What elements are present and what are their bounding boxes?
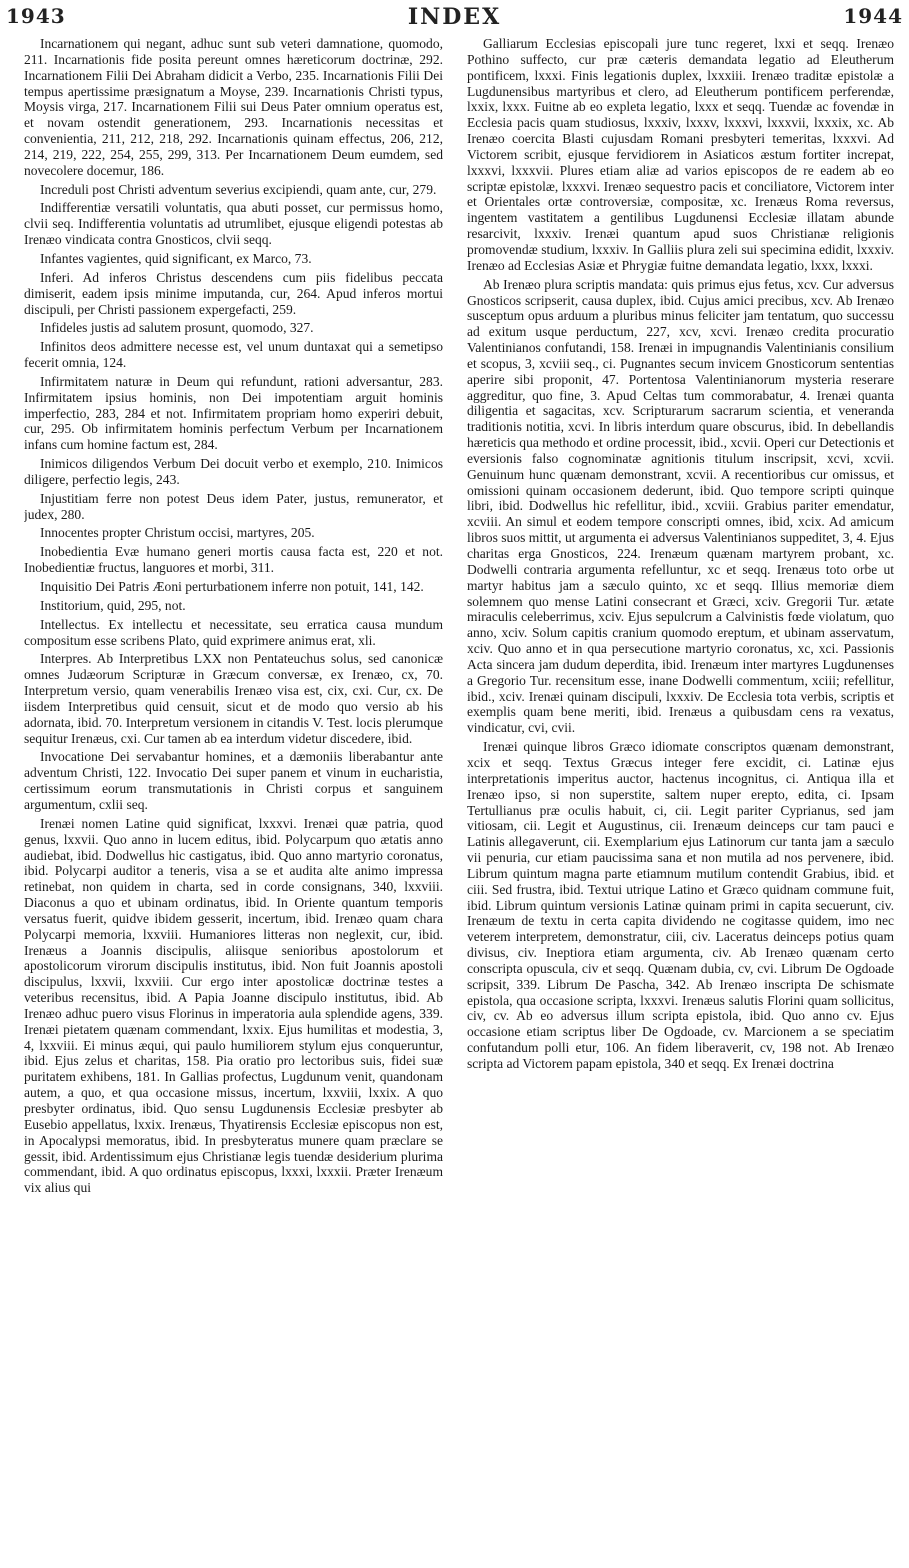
index-entry-inferi: Inferi. Ad inferos Christus descendens cum piis fidelibus peccata dimiserit, eadem ipsis minime imputanda, cur, 264. Apud inferos mortui discipuli, per Christi passionem expergefacti, 259. — [24, 269, 443, 317]
index-entry-interpres: Interpres. Ab Interpretibus LXX non Pentateuchus solus, sed canonicæ omnes Judæorum Scripturæ in Græcum conversæ, ex Irenæo, cx, 70. Interpretum versio, quam venerabilis Irenæo visa est, cix, cxi. Cur, cx. De iisdem Interpretibus quid censuit, sicut et de modo quo versio ab his adornata, ibid. 70. Interpretum versionem in citandis V. Test. locis plerumque sequitur Irenæus, cxi. Cur tamen ab ea interdum videtur discedere, ibid. — [24, 651, 443, 746]
running-title: INDEX — [407, 4, 502, 30]
index-entry-irenaeus: Irenæi nomen Latine quid significat, lxxxvi. Irenæi quæ patria, quod genus, lxxvii. Quo anno in lucem editus, ibid. Polycarpum quo ætatis anno audiebat, ibid. Dodwellus hic castigatus, ibid. Quo anno martyrio coronatus, ibid. Polycarpi auditor a teneris, visa a se et audita alte animo impressa retinebat, non quidem in charta, sed in corde consignans, 340, lxxviii. Diaconus a quo et ubinam ordinatus, ibid. In Oriente quantum temporis versatus fuerit, quidve ibidem gesserit, incertum, ibid. Irenæo quam chara Polycarpi memoria, lxxviii. Humaniores litteras non neglexit, cur, ibid. Irenæus a Joannis discipulis, aliisque senioribus apostolorum et apostolicorum virorum discipulis institutus, ibid. Non fuit Joannis apostoli discipulus, lxxvii, lxxviii. Cur ergo inter apostolicæ doctrinæ testes a veteribus recensitus, ibid. A Papia Joanne discipulo institutus, ibid. Ab Irenæo adhuc puero visus Florinus in imperatoria aula splendide agens, 339. Irenæi pietatem quænam commendant, lxxix. Ejus humilitas et modestia, 3, 4, lxxviii. Ei minus æqui, qui paulo humiliorem stylum ejus conqueruntur, ibid. Ejus zelus et charitas, 158. Pia oratio pro lectoribus suis, fidei suæ puritatem exhibens, 181. In Gallias profectus, Lugdunum venit, quandonam autem, a quo, et qua occasione missus, incertum, lxxviii, lxxix. A quo presbyter ordinatus, ibid. Quo sensu Lugdunensis Ecclesiæ presbyter ab Eusebio appellatus, lxxix. Irenæus, Thyatirensis Ecclesiæ episcopus non est, in Apocalypsi memoratus, ibid. In presbyteratus munere quam præclare se gessit, ibid. Ardentissimum ejus Christianæ legis tuendæ desiderium plurima commendant, ibid. A quo ordinatus episcopus, lxxxi, lxxxii. Præter Irenæum vix alius qui — [24, 815, 443, 1196]
index-entry-irenaeus-libri: Irenæi quinque libros Græco idiomate conscriptos quænam demonstrant, xcix et seqq. Textus Græcus integer fere excidit, ci. Latinæ ejus interpretationis imperitus auctor, hactenus incognitus, ci. Antiqua illa et Irenæo ipso, si non superstite, saltem nuper erepto, edita, ci. Ipsam Tertullianus præ oculis habuit, ci, cii. Legit pariter Cyprianus, sed jam vitiosam, cii. Legit et Augustinus, cii. Irenæum deinceps cur tam pauci e Latinis allegaverunt, cii. Exemplarium ejus Latinorum cur tanta jam a sæculo vii penuria, cur etiam paucissima sana et non mutila ad nos pervenere, ibid. Librum quintum magna parte etiamnum mutilum contendit Grabius, ibid. et ciii. Sed frustra, ibid. Textui utrique Latino et Græco quidnam commune fuit, ibid. Librum quintum versionis Latinæ quinam primi in capita secuerunt, civ. Irenæum de textu in certa capita dividendo ne cogitasse quidem, imo nec veterem interpretem, demonstratur, ciii, civ. Laceratus deinceps potius quam divisus, civ. Ineptiora etiam argumenta, civ. Ab Irenæo quænam certo conscripta opuscula, civ et seqq. Quænam dubia, cv, cvi. Librum De Ogdoade scripsit, 339. Librum De Pascha, 342. Ab Irenæo inscripta De schismate epistola, qua occasione scripta, lxxxvi. Irenæus salutis Florini quam sollicitus, civ, cv. Ab eo adversus illum scripta epistola, ibid. Quo anno cv. Ejus occasione etiam scriptus liber De Ogdoade, cv. Marcionem a se speciatim confutandum polli etur, 106. An fidem liberaverit, cv, 198 not. Ab Irenæo scripta ad Victorem papam epistola, 340 et seqq. Ex Irenæi doctrina — [467, 739, 894, 1071]
index-entry-infantes: Infantes vagientes, quid significant, ex Marco, 73. — [40, 250, 312, 266]
index-entry-infinitos: Infinitos deos admittere necesse est, vel unum duntaxat qui a semetipso fecerit omnia, 124. — [24, 339, 443, 371]
index-entry-institorium: Institorium, quid, 295, not. — [40, 597, 186, 613]
index-entry-irenaeus-scripta: Ab Irenæo plura scriptis mandata: quis primus ejus fetus, xcv. Cur adversus Gnosticos scripserit, causa duplex, ibid. Cujus amici precibus, xcv. Ab Irenæo susceptum opus arduum a pluribus minus feliciter jam tentatum, quo successu ad exitum usque perductum, 227, xcv, xcvi. Irenæo credita procuratio Valentinianos confutandi, 158. Irenæi in impugnandis Valentinianis consilium et scopus, 3, xcviii seq., ci. Pugnantes secum invicem Gnosticorum sententias aperire sibi proponit, 47. Portentosa Valentinianorum mysteria reserare aggreditur, quo fine, 3. Apud Celtas tum commorabatur, 4. Irenæi quanta diligentia et sagacitas, xcv. Scripturarum sacrarum scientia, et veneranda traditionis notitia, xcvi. In libris interdum quare obscurus, ibid. In debellandis hæreticis qua methodo et ordine processit, ibid., xcvii. Operi cur Detectionis et eversionis falso cognominatæ agnitionis titulum inscripsit, xcvi, xcvii. Genuinum hunc quænam demonstrant, xcvii. A recentioribus cur omissus, et omissioni quinam occasionem dederunt, ibid. Quo tempore scripti quinque libri, ibid. Dodwellus hic refellitur, ibid., xcviii. Grabius pariter emendatur, xcviii. An simul et eodem tempore conscripti omnes, ibid, xcix. Ad amicum libros suos mittit, ut argumenta ei adversus Valentinianos suppeditet, 3, 4. Ejus charitas erga Gnosticos, 224. Irenæum quænam martyrem probant, xc. Dodwelli contraria argumenta refelluntur, xc et seqq. Irenæus toto orbe ut martyr habitus jam a sæculo quinto, xc et seqq. Illius memoriæ diem solemnem quo mense Latini consecrant et Græci, xciv. Gregorii Tur. ætate miraculis celeberrimus, xciv. Ejus sepulcrum a Calvinistis fœde violatum, quo anno, xciv. Solum capitis cranium quomodo ereptum, et ubinam asservatum, xciv. Quo anno et in qua persecutione martyrio coronatus, xc, xci. Passionis Acta sincera jam dudum deperdita, ibid. Irenæum inter martyres Lugdunenses a Gregorio Tur. recensitum esse, inane Dodwelli commentum, xciii; refellitur, ibid., xciv. Irenæi quinam discipuli, lxxxiv. De Ecclesia tota verbis, scriptis et exemplis quam bene meriti, ibid. Irenæus a quibusdam cens ra vexatus, vindicatur, cvi, cvii. — [467, 276, 894, 736]
index-entry-inimicos: Inimicos diligendos Verbum Dei docuit verbo et exemplo, 210. Inimicos diligere, perfectio legis, 243. — [24, 456, 443, 487]
page-number-right: 1944 — [843, 4, 903, 28]
page-header — [0, 4, 909, 34]
index-entry-indifferentia: Indifferentiæ versatili voluntatis, qua abuti posset, cur permissus homo, clvii seq. Indifferentia voluntatis ad utrumlibet, ejusque eligendi potestas ab Irenæo vindicata contra Gnosticos, clvii seqq. — [24, 200, 443, 248]
index-entry-inobedientia: Inobedientia Evæ humano generi mortis causa facta est, 220 et not. Inobedientiæ fructus, languores et morbi, 311. — [24, 544, 443, 576]
index-entry-innocentes: Innocentes propter Christum occisi, martyres, 205. — [40, 525, 315, 541]
index-entry-increduli: Increduli post Christi adventum severius excipiendi, quam ante, cur, 279. — [40, 181, 437, 197]
left-column — [24, 36, 443, 1562]
index-entry-intellectus: Intellectus. Ex intellectu et necessitate, seu erratica causa mundum compositum esse scribens Plato, quid exprimere animus erat, xli. — [24, 616, 443, 648]
index-entry-infirmitas: Infirmitatem naturæ in Deum qui refundunt, rationi adversantur, 283. Infirmitatem ipsius hominis, non Dei impotentiam arguit hominis imperfectio, 283, 284 et not. Infirmitatem propriam homo experiri debuit, cur, 295. Ob infirmitatem hominis perfectum Verbum per Incarnationem infans cum homine factum est, 284. — [24, 373, 443, 453]
index-entry-infideles: Infideles justis ad salutem prosunt, quomodo, 327. — [40, 320, 314, 336]
page-number-left: 1943 — [6, 4, 66, 28]
index-entry-inquisitio: Inquisitio Dei Patris Æoni perturbationem inferre non potuit, 141, 142. — [40, 579, 424, 594]
index-entry-irenaeus-legatio: Galliarum Ecclesias episcopali jure tunc regeret, lxxi et seqq. Irenæo Pothino suffecto, cur præ cæteris demandata legatio ad Eleutherum pontificem, lxxxi. Finis legationis duplex, lxxxiii. Irenæo traditæ epistolæ a Lugdunensibus martyribus et clero, ad Eleutherum pontificem perferendæ, lxxix, lxxx. Fuitne ab eo expleta legatio, lxxx et seqq. Tuendæ ac fovendæ in Ecclesia pacis quam studiosus, lxxxiv, lxxxv, lxxxvi, lxxxvii, lxxxix, xc. Ab Irenæo coercita Blasti cujusdam Romani presbyteri temeritas, lxxxvi. Ad Victorem scribit, ejusque fervidiorem in Asiaticos æstum fortiter increpat, lxxxvi, lxxxvii. Plures etiam aliæ ad varios episcopos de re eadem ab eo scriptæ epistolæ, lxxxvi. Irenæo sequestro pacis et conciliatore, Victorem inter et Orientales ortæ controversiæ, compositæ, xc. Irenæus Roma reversus, ingentem vastitatem a gentilibus Lugdunensi Ecclesiæ illatam abunde resarcivit, lxxxiv. Irenæi quantum apud suos Christianæ religionis promovendæ studium, lxxxiv. In Galliis plura zeli sui specimina edidit, lxxxiv. Irenæo ad Ecclesias Asiæ et Phrygiæ fuitne demandata legatio, lxxx, lxxxi. — [467, 36, 894, 273]
index-entry-injustitia: Injustitiam ferre non potest Deus idem Pater, justus, remunerator, et judex, 280. — [24, 490, 443, 522]
index-entry-invocatio: Invocatione Dei servabantur homines, et a dæmoniis liberabantur ante adventum Christi, 122. Invocatio Dei super panem et vinum in eucharistia, certissimum eorum transmutationis in Christi corpus et sanguinem argumentum, cxlii seq. — [24, 749, 443, 812]
index-entry-incarnatio: Incarnationem qui negant, adhuc sunt sub veteri damnatione, quomodo, 211. Incarnationis fide posita pereunt omnes hæreticorum doctrinæ, 292. Incarnationem Filii Dei Abraham didicit a Verbo, 235. Incarnationis Filii Dei tempus apertissime præsignatum a Moyse, 239. Incarnationis Christi typus, Moysis virga, 217. Incarnationem Filii sui Deus Pater omnium operatus est, et novam ostendit generationem, 293. Incarnationis necessitas et convenientia, 211, 212, 218, 292. Incarnationis quinam effectus, 206, 212, 214, 219, 222, 254, 255, 299, 313. Per Incarnationem Deum eumdem, sed novecolere docemur, 186. — [24, 36, 443, 178]
right-column — [467, 36, 894, 1562]
